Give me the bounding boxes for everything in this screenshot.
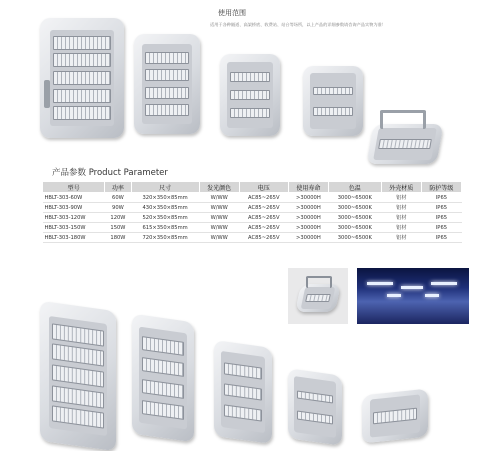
floodlight-90w-angled-image <box>288 368 342 446</box>
housing-material-cell: 铝材 <box>381 193 421 203</box>
floodlight-180w-angled-image <box>40 301 116 451</box>
ip-rating-cell: IP65 <box>421 203 461 213</box>
floodlight-60w-angled-image <box>362 389 428 444</box>
power-cell: 90W <box>105 203 131 213</box>
floodlight-120w-image <box>220 54 280 136</box>
ip-rating-cell: IP65 <box>421 223 461 233</box>
lifetime-cell: >30000H <box>288 233 328 243</box>
voltage-cell: AC85~265V <box>239 223 288 233</box>
model-cell: HBLT-303-60W <box>43 193 105 203</box>
size-cell: 320×350×85mm <box>131 193 199 203</box>
size-cell: 615×350×85mm <box>131 223 199 233</box>
floodlight-180w-image <box>40 18 124 138</box>
floodlight-150w-image <box>134 34 200 134</box>
column-header: 电压 <box>239 182 288 193</box>
model-cell: HBLT-303-150W <box>43 223 105 233</box>
mounting-bracket <box>44 80 50 108</box>
table-header-row <box>43 182 462 193</box>
power-cell: 180W <box>105 233 131 243</box>
power-cell: 150W <box>105 223 131 233</box>
floodlight-60w-side-image <box>366 124 443 164</box>
color-temp-cell: 3000~6500K <box>328 193 381 203</box>
color-temp-cell: 3000~6500K <box>328 213 381 223</box>
light-color-cell: W/WW <box>199 223 239 233</box>
size-cell: 720×350×85mm <box>131 233 199 243</box>
housing-material-cell: 铝材 <box>381 233 421 243</box>
voltage-cell: AC85~265V <box>239 233 288 243</box>
parameter-table <box>42 181 462 243</box>
column-header: 尺寸 <box>131 182 199 193</box>
table-row <box>43 233 462 243</box>
lifetime-cell: >30000H <box>288 203 328 213</box>
floodlight-150w-angled-image <box>132 314 194 443</box>
lifetime-cell: >30000H <box>288 193 328 203</box>
table-row <box>43 203 462 213</box>
column-header: 型号 <box>43 182 105 193</box>
voltage-cell: AC85~265V <box>239 193 288 203</box>
ip-rating-cell: IP65 <box>421 233 461 243</box>
color-temp-cell: 3000~6500K <box>328 223 381 233</box>
size-cell: 430×350×85mm <box>131 203 199 213</box>
column-header: 色温 <box>328 182 381 193</box>
color-temp-cell: 3000~6500K <box>328 203 381 213</box>
table-row <box>43 213 462 223</box>
size-cell: 520×350×85mm <box>131 213 199 223</box>
table-row <box>43 223 462 233</box>
color-temp-cell: 3000~6500K <box>328 233 381 243</box>
light-color-cell: W/WW <box>199 233 239 243</box>
usage-scope-title: 使用范围 <box>218 9 246 17</box>
column-header: 外壳材质 <box>381 182 421 193</box>
voltage-cell: AC85~265V <box>239 203 288 213</box>
light-color-cell: W/WW <box>199 193 239 203</box>
usage-scope-text: 适用于各种隧道、高架桥底、收费站、站台等场所，以上产品的详细参数请咨询产品实物为准！ <box>210 22 386 27</box>
housing-material-cell: 铝材 <box>381 213 421 223</box>
column-header: 防护等级 <box>421 182 461 193</box>
table-row <box>43 193 462 203</box>
model-cell: HBLT-303-120W <box>43 213 105 223</box>
ip-rating-cell: IP65 <box>421 193 461 203</box>
housing-material-cell: 铝材 <box>381 203 421 213</box>
voltage-cell: AC85~265V <box>239 213 288 223</box>
column-header: 发光颜色 <box>199 182 239 193</box>
floodlight-90w-image <box>303 66 363 136</box>
power-cell: 120W <box>105 213 131 223</box>
model-cell: HBLT-303-180W <box>43 233 105 243</box>
light-color-cell: W/WW <box>199 203 239 213</box>
light-color-cell: W/WW <box>199 213 239 223</box>
lifetime-cell: >30000H <box>288 213 328 223</box>
floodlight-120w-angled-image <box>214 340 272 444</box>
power-cell: 60W <box>105 193 131 203</box>
product-parameter-title: 产品参数 Product Parameter <box>52 168 168 178</box>
ip-rating-cell: IP65 <box>421 213 461 223</box>
model-cell: HBLT-303-90W <box>43 203 105 213</box>
column-header: 使用寿命 <box>288 182 328 193</box>
mounting-bracket <box>380 110 426 129</box>
mounted-lamp-photo <box>288 268 348 324</box>
lifetime-cell: >30000H <box>288 223 328 233</box>
column-header: 功率 <box>105 182 131 193</box>
housing-material-cell: 铝材 <box>381 223 421 233</box>
tunnel-application-photo <box>357 268 469 324</box>
